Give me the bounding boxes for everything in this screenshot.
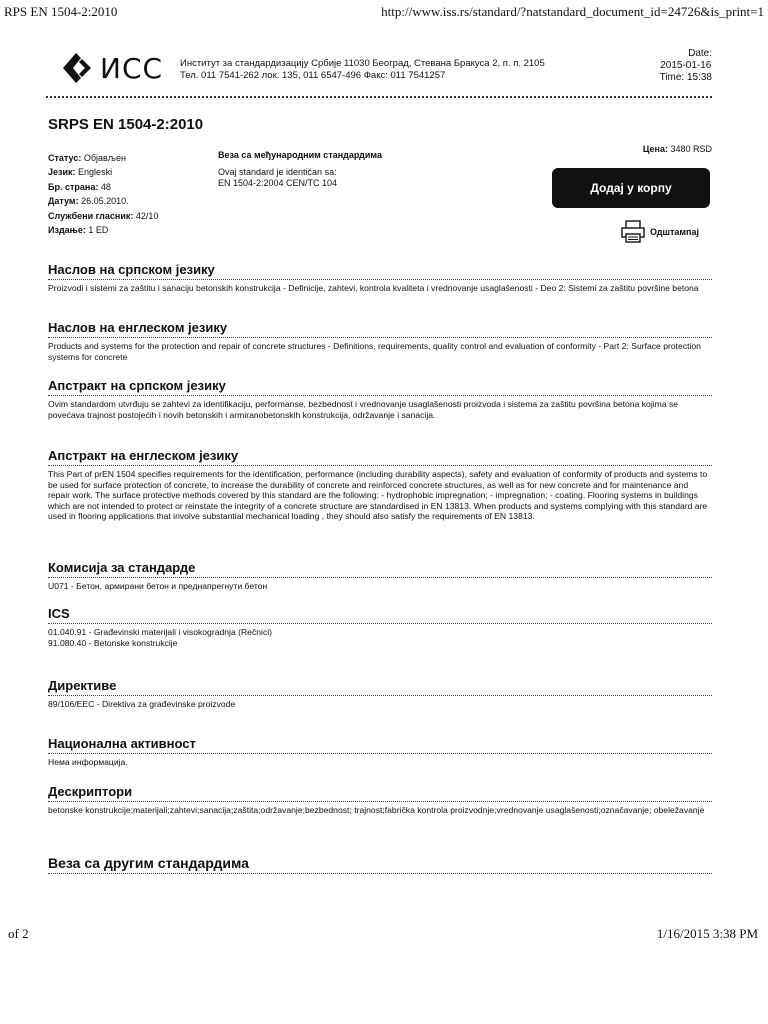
relation-title: Веза са међународним стандардима: [218, 150, 382, 160]
section-text: 89/106/EEC - Direktiva za građevinske proizvode: [48, 699, 236, 709]
edition-value: 1 ED: [88, 225, 109, 236]
institute-address: Институт за стандардизацију Србије 11030 Београд, Стевана Бракуса 2, п. п. 2105: [180, 58, 545, 69]
iss-logo: [60, 50, 180, 90]
ics-line-1: 01.040.91 - Građevinski materijali i visokogradnja (Rečnici): [48, 627, 273, 637]
language-label: Језик:: [48, 167, 76, 178]
standard-code: SRPS EN 1504-2:2010: [48, 116, 204, 133]
section-committee: [48, 560, 712, 592]
add-to-cart-button[interactable]: Додај у корпу: [552, 168, 710, 208]
price: [643, 144, 712, 154]
section-title-en: [48, 320, 712, 362]
relation-line1: Ovaj standard je identičan sa:: [218, 167, 337, 177]
print-header: [4, 4, 764, 22]
section-text: Нема информација.: [48, 757, 128, 767]
iss-logo-icon: [60, 50, 96, 86]
gazette-label: Службени гласник:: [48, 210, 134, 221]
section-text: Products and systems for the protection and repair of concrete structures - Definitions, requirements, quality control and evaluation of conformity - Part 2: Surface protection systems for concrete: [48, 341, 701, 362]
gazette-value: 42/10: [135, 210, 159, 221]
date-value: 26.05.2010.: [81, 196, 129, 207]
section-heading: Комисија за стандарде: [48, 560, 712, 578]
print-footer: [8, 926, 758, 944]
section-text: U071 - Бетон, армирани бетон и преднапрегнути бетон: [48, 581, 268, 591]
date-label: Датум:: [48, 196, 79, 207]
section-descriptors: [48, 784, 712, 816]
status-value: Објављен: [83, 153, 126, 163]
institute-info: [180, 58, 545, 82]
section-heading: Апстракт на енглеском језику: [48, 448, 712, 466]
date-label: Date:: [688, 48, 712, 59]
section-ics: [48, 606, 712, 648]
time-label: Time: 15:38: [659, 72, 712, 83]
price-value: 3480 RSD: [670, 144, 712, 154]
price-label: Цена:: [642, 144, 668, 154]
print-label: Одштампај: [650, 227, 700, 237]
section-national: [48, 736, 712, 768]
institute-phone: Тел. 011 7541-262 лок. 135, 011 6547-496 Факс: 011 7541257: [180, 70, 446, 81]
print-header-title: RPS EN 1504-2:2010: [4, 4, 118, 19]
date-time: [660, 48, 712, 84]
section-heading: Директиве: [48, 678, 712, 696]
section-heading: Веза са другим стандардима: [48, 854, 712, 874]
standard-meta: [48, 151, 158, 237]
document-page: [46, 40, 712, 871]
relation-line2: EN 1504-2:2004 CEN/TC 104: [218, 178, 338, 188]
section-heading: Наслов на енглеском језику: [48, 320, 712, 338]
section-text: [48, 627, 712, 648]
ics-line-2: 91.080.40 - Betonske konstrukcije: [48, 637, 178, 648]
print-header-url: http://www.iss.rs/standard/?natstandard_document_id=24726&is_print=1: [381, 4, 764, 19]
page-count: of 2: [8, 926, 29, 941]
edition-label: Издање:: [48, 225, 86, 236]
language-value: Engleski: [78, 167, 113, 178]
site-header: [46, 40, 712, 98]
section-text: Ovim standardom utvrđuju se zahtevi za identifikaciju, performanse, bezbednost i vrednovanje usaglašenosti proizvoda i sistema za zaštitu površina betona kojima se povećava trajnost postojećih i novih betonskih i armiranobetonskih konstrukcija, održavanje i sanacija.: [48, 399, 679, 420]
status-label: Статус:: [48, 153, 82, 163]
pages-label: Бр. страна:: [48, 181, 99, 192]
section-heading: Дескриптори: [48, 784, 712, 802]
section-other-standards: [48, 854, 712, 874]
print-timestamp: 1/16/2015 3:38 PM: [656, 926, 758, 941]
section-text: Proizvodi i sistemi za zaštitu i sanaciju betonskih konstrukcija - Definicije, zahtevi, kontrola kvaliteta i vrednovanje usaglašenosti - Deo 2: Sistemi za zaštitu površine betona: [48, 283, 699, 293]
printer-icon: [620, 220, 646, 244]
section-heading: Наслов на српском језику: [48, 262, 712, 280]
international-relation: [218, 150, 382, 189]
section-title-sr: [48, 262, 712, 294]
section-abstract-en: [48, 448, 712, 522]
pages-value: 48: [100, 181, 111, 192]
section-directives: [48, 678, 712, 710]
date-value: 2015-01-16: [660, 60, 712, 71]
section-text: This Part of prEN 1504 specifies requirements for the identification, performance (including durability aspects), safety and evaluation of conformity of products and systems to be used for surface protection of concrete, to increase the durability of concrete and reinforced concrete structures, as well as for new concrete and for maintenance and repair work. The surface protective methods covered by this standard are the following: - hydrophobic impregnation; - impregnation; - coating. Flooring systems in buildings which are not intended to protect or reinstate the integrity of a concrete structure are standardised in EN 13813. When products and systems complying with this standard are used in flooring applications that involve substantial mechanical loading , they should also satisfy the requirements of EN 13813.: [48, 469, 708, 521]
section-heading: Национална активност: [48, 736, 712, 754]
section-heading: ICS: [48, 606, 712, 624]
section-heading: Апстракт на српском језику: [48, 378, 712, 396]
section-text: betonske konstrukcije;materijali;zahtevi;sanacija;zaštita;održavanje;bezbednost; trajnost;fabrička kontrola proizvodnje;vrednovanje usaglašenosti;označavanje; obeležavanje: [48, 805, 705, 815]
section-abstract-sr: [48, 378, 712, 420]
logo-text: ИСС: [100, 52, 164, 85]
